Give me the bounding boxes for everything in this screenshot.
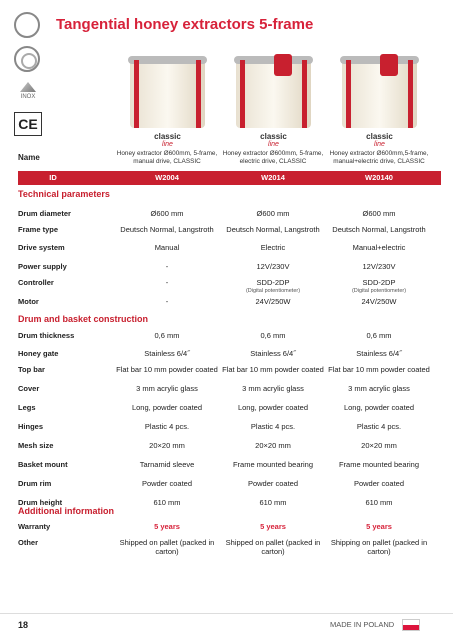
spec-value — [326, 225, 432, 234]
spec-value — [326, 365, 432, 374]
spec-subnote: (Digital potentiometer) — [351, 288, 407, 294]
product-name: Honey extractor Ø600mm, 5-frame, electric drive, CLASSIC — [222, 150, 324, 165]
spec-value-text: Plastic 4 pcs. — [144, 422, 190, 431]
spec-value — [220, 479, 326, 488]
spec-value-text: 610 mm — [365, 498, 393, 507]
spec-value — [220, 498, 326, 507]
spec-label: Basket mount — [18, 460, 68, 469]
spec-value — [114, 297, 220, 306]
spec-value — [326, 209, 432, 218]
spec-value-text: 610 mm — [153, 498, 181, 507]
spec-value — [114, 422, 220, 431]
spec-value-text: SDD-2DP — [256, 278, 290, 287]
spec-value — [114, 460, 220, 469]
spec-value — [220, 209, 326, 218]
spec-value — [114, 479, 220, 488]
spec-label: Controller — [18, 278, 54, 287]
spec-value-text: Plastic 4 pcs. — [356, 422, 402, 431]
spec-value-text: Deutsch Normal, Langstroth — [120, 225, 214, 234]
spec-value — [220, 403, 326, 412]
product-image-manual-electric — [332, 50, 427, 136]
id-label: ID — [49, 173, 57, 182]
page-number: 18 — [18, 620, 29, 630]
ce-mark-icon: CE — [14, 112, 42, 136]
spec-value-text: 5 years — [154, 522, 180, 531]
spec-value-text: Deutsch Normal, Langstroth — [226, 225, 320, 234]
tangential-icon — [14, 12, 40, 38]
spec-value — [114, 522, 220, 531]
feature-icons — [14, 12, 44, 136]
section-additional: Additional information — [18, 506, 114, 516]
spec-value — [220, 460, 326, 469]
spec-value — [326, 460, 432, 469]
spec-value — [326, 422, 432, 431]
spec-value-text: Tarnamid sleeve — [139, 460, 195, 469]
section-technical: Technical parameters — [18, 189, 110, 199]
poland-flag-icon — [402, 619, 420, 631]
spec-value — [114, 349, 220, 358]
spec-value-text: Flat bar 10 mm powder coated — [328, 365, 430, 374]
spec-value — [326, 331, 432, 340]
spec-value — [220, 225, 326, 234]
spec-value — [114, 538, 220, 556]
spec-value — [114, 498, 220, 507]
spec-value — [114, 403, 220, 412]
spec-value-text: Ø600 mm — [150, 209, 184, 218]
spec-value — [114, 331, 220, 340]
spec-value-text: Manual — [154, 243, 180, 252]
spec-value — [220, 349, 326, 358]
spec-value — [326, 498, 432, 507]
brand-logo: classic line — [154, 132, 181, 148]
spec-label: Legs — [18, 403, 36, 412]
spec-value-text: Long, powder coated — [131, 403, 203, 412]
spec-value-text: 0,6 mm — [366, 331, 392, 340]
spec-value-text: Shipping on pallet (packed in carton) — [330, 538, 428, 556]
spec-value — [326, 262, 432, 271]
spec-value-text: Flat bar 10 mm powder coated — [222, 365, 324, 374]
spec-value — [114, 441, 220, 450]
id-bar — [18, 171, 441, 185]
spec-value — [326, 297, 432, 306]
spec-subnote: (Digital potentiometer) — [245, 288, 301, 294]
top-bar — [0, 0, 453, 8]
product-image-electric — [226, 50, 321, 136]
brand-logo: classic line — [260, 132, 287, 148]
spec-label: Drum height — [18, 498, 63, 507]
spec-value-text: 12V/230V — [256, 262, 290, 271]
section-drum: Drum and basket construction — [18, 314, 149, 324]
spec-value-text: Shipped on pallet (packed in carton) — [225, 538, 321, 556]
spec-value-text: 3 mm acrylic glass — [348, 384, 410, 393]
page-title: Tangential honey extractors 5-frame — [56, 16, 314, 33]
spec-value-text: 610 mm — [259, 498, 287, 507]
spec-label: Warranty — [18, 522, 51, 531]
spec-value-text: 3 mm acrylic glass — [242, 384, 304, 393]
spec-value — [326, 384, 432, 393]
spec-value — [220, 278, 326, 296]
spec-value — [326, 538, 432, 556]
spec-value-text: 20×20 mm — [255, 441, 291, 450]
spec-value-text: SDD-2DP — [362, 278, 396, 287]
spec-value-text: 0,6 mm — [260, 331, 286, 340]
product-name: Honey extractor Ø600mm, 5-frame, manual drive, CLASSIC — [116, 150, 218, 165]
footer-divider — [0, 613, 453, 614]
spec-value — [114, 225, 220, 234]
name-label: Name — [18, 153, 40, 162]
spec-value-text: 24V/250W — [255, 297, 291, 306]
spec-value-text: Ø600 mm — [256, 209, 290, 218]
spec-label: Other — [18, 538, 39, 547]
spec-value — [220, 384, 326, 393]
spec-value-text: Powder coated — [247, 479, 299, 488]
product-id: W2014 — [261, 173, 285, 182]
product-image-manual — [120, 50, 215, 136]
spec-value-text: 12V/230V — [362, 262, 396, 271]
spec-value — [220, 297, 326, 306]
spec-label: Motor — [18, 297, 39, 306]
spec-label: Honey gate — [18, 349, 59, 358]
spec-value — [220, 365, 326, 374]
spec-value-text: 20×20 mm — [149, 441, 185, 450]
spec-value-text: Flat bar 10 mm powder coated — [116, 365, 218, 374]
spec-value-text: Ø600 mm — [362, 209, 396, 218]
spec-value-text: - — [165, 278, 169, 287]
spec-value-text: Stainless 6/4˝ — [250, 349, 296, 358]
spec-label: Top bar — [18, 365, 45, 374]
spec-value — [114, 384, 220, 393]
spec-label: Frame type — [18, 225, 59, 234]
spec-value-text: Stainless 6/4˝ — [144, 349, 190, 358]
spec-value-text: - — [165, 262, 169, 271]
brand-logo: classic line — [366, 132, 393, 148]
product-id: W2004 — [155, 173, 179, 182]
spec-value — [326, 403, 432, 412]
spec-value-text: Manual+electric — [352, 243, 406, 252]
spec-value — [326, 349, 432, 358]
spec-value-text: 5 years — [366, 522, 392, 531]
made-in-label: MADE IN POLAND — [330, 620, 395, 629]
spec-value — [220, 522, 326, 531]
spec-value-text: Shipped on pallet (packed in carton) — [119, 538, 215, 556]
product-id: W20140 — [365, 173, 393, 182]
spec-value — [114, 209, 220, 218]
spec-value-text: Frame mounted bearing — [338, 460, 420, 469]
spec-label: Drive system — [18, 243, 65, 252]
spec-value-text: 24V/250W — [361, 297, 397, 306]
spec-value — [220, 422, 326, 431]
spec-value-text: Plastic 4 pcs. — [250, 422, 296, 431]
spec-value-text: Stainless 6/4˝ — [356, 349, 402, 358]
spec-value — [326, 243, 432, 252]
spec-value — [114, 365, 220, 374]
spec-value-text: Frame mounted bearing — [232, 460, 314, 469]
spec-value — [220, 262, 326, 271]
spec-value-text: Powder coated — [353, 479, 405, 488]
spec-label: Drum rim — [18, 479, 52, 488]
spec-value-text: 5 years — [260, 522, 286, 531]
inox-icon: INOX — [14, 80, 42, 102]
spec-value-text: 3 mm acrylic glass — [136, 384, 198, 393]
spec-value — [326, 522, 432, 531]
frame-icon — [14, 46, 40, 72]
spec-value — [114, 278, 220, 287]
spec-label: Mesh size — [18, 441, 54, 450]
spec-value-text: 0,6 mm — [154, 331, 180, 340]
spec-value-text: Electric — [260, 243, 286, 252]
spec-value — [326, 441, 432, 450]
spec-value — [326, 479, 432, 488]
spec-value — [220, 441, 326, 450]
spec-label: Drum thickness — [18, 331, 75, 340]
spec-value-text: Long, powder coated — [343, 403, 415, 412]
spec-label: Drum diameter — [18, 209, 71, 218]
spec-value — [220, 331, 326, 340]
spec-label: Hinges — [18, 422, 44, 431]
product-name: Honey extractor Ø600mm,5-frame, manual+electric drive, CLASSIC — [329, 150, 429, 165]
spec-value — [220, 538, 326, 556]
spec-value — [326, 278, 432, 296]
spec-label: Cover — [18, 384, 40, 393]
spec-value — [114, 243, 220, 252]
spec-value — [114, 262, 220, 271]
spec-value-text: Long, powder coated — [237, 403, 309, 412]
spec-value-text: 20×20 mm — [361, 441, 397, 450]
spec-value-text: - — [165, 297, 169, 306]
spec-value-text: Deutsch Normal, Langstroth — [332, 225, 426, 234]
spec-value-text: Powder coated — [141, 479, 193, 488]
spec-label: Power supply — [18, 262, 67, 271]
spec-value — [220, 243, 326, 252]
